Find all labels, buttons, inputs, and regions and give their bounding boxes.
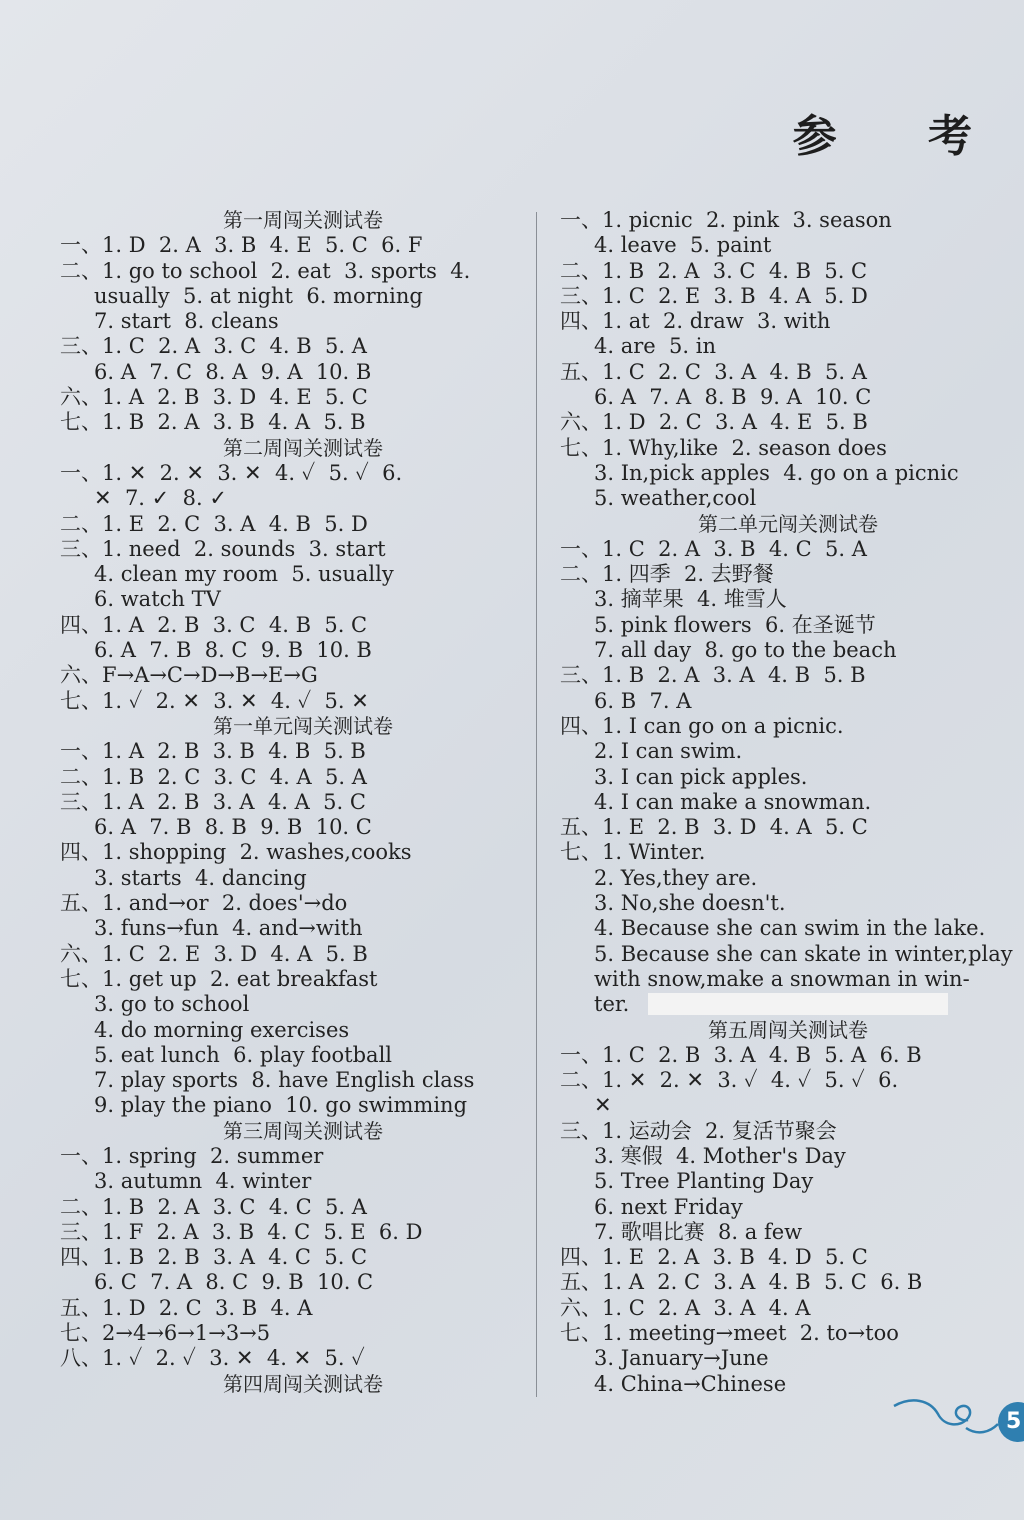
answer-line: 7. all day 8. go to the beach — [594, 638, 897, 663]
left-answer-column — [60, 208, 528, 1397]
answer-line: with snow,make a snowman in win- — [594, 966, 970, 991]
answer-line: 八、1. ✓ 2. ✓ 3. ✕ 4. ✕ 5. ✓ — [60, 1346, 365, 1371]
answer-line: 3. funs→fun 4. and→with — [94, 916, 363, 941]
answer-line: 一、1. D 2. A 3. B 4. E 5. C 6. F — [60, 233, 423, 258]
answer-line: 五、1. A 2. C 3. A 4. B 5. C 6. B — [560, 1270, 923, 1295]
answer-line: 二、1. ✕ 2. ✕ 3. ✓ 4. ✓ 5. ✓ 6. — [560, 1068, 899, 1093]
answer-line: 6. A 7. A 8. B 9. A 10. C — [594, 385, 872, 410]
section-heading: 第一周闯关测试卷 — [223, 208, 383, 232]
answer-line: 9. play the piano 10. go swimming — [94, 1093, 468, 1118]
answer-line: 七、1. Winter. — [560, 840, 706, 865]
answer-line: 七、1. ✓ 2. ✕ 3. ✕ 4. ✓ 5. ✕ — [60, 688, 369, 713]
answer-line: 6. next Friday — [594, 1194, 743, 1219]
answer-line: 四、1. I can go on a picnic. — [560, 713, 844, 738]
answer-line: 4. Because she can swim in the lake. — [594, 916, 986, 941]
answer-line: 7. play sports 8. have English class — [94, 1068, 475, 1093]
answer-line: 6. C 7. A 8. C 9. B 10. C — [94, 1270, 374, 1295]
section-heading: 第四周闯关测试卷 — [223, 1371, 383, 1396]
answer-line: 3. I can pick apples. — [594, 764, 808, 789]
answer-line: 七、2→4→6→1→3→5 — [60, 1321, 271, 1346]
answer-line: 三、1. A 2. B 3. A 4. A 5. C — [60, 789, 366, 814]
answer-line: 一、1. spring 2. summer — [60, 1143, 324, 1168]
answer-line: 三、1. B 2. A 3. A 4. B 5. B — [560, 663, 866, 688]
answer-line: 二、1. go to school 2. eat 3. sports 4. — [60, 258, 471, 283]
answer-line: 五、1. and→or 2. does'→do — [60, 891, 348, 916]
answer-line: 六、F→A→C→D→B→E→G — [60, 663, 318, 688]
answer-line: 7. 歌唱比赛 8. a few — [594, 1219, 803, 1244]
answer-line: 二、1. B 2. C 3. C 4. A 5. A — [60, 764, 367, 789]
answer-line: ✕ — [594, 1093, 612, 1118]
answer-line: 3. 摘苹果 4. 堆雪人 — [594, 587, 787, 612]
answer-line: 一、1. C 2. A 3. B 4. C 5. A — [560, 536, 867, 561]
answer-line: 4. clean my room 5. usually — [94, 562, 394, 587]
answer-line: 5. pink flowers 6. 在圣诞节 — [594, 612, 876, 637]
answer-line: 二、1. 四季 2. 去野餐 — [560, 562, 774, 587]
answer-line: 四、1. B 2. B 3. A 4. C 5. C — [60, 1245, 368, 1270]
redaction-patch — [648, 993, 948, 1015]
answer-line: 七、1. Why,like 2. season does — [560, 435, 887, 460]
answer-line: 3. January→June — [594, 1346, 769, 1371]
answer-line: 一、1. C 2. B 3. A 4. B 5. A 6. B — [560, 1042, 922, 1067]
answer-line: 5. weather,cool — [594, 486, 757, 511]
decorative-swirl-icon — [890, 1392, 1000, 1442]
answer-line: 5. Tree Planting Day — [594, 1169, 814, 1194]
answer-line: 6. A 7. C 8. A 9. A 10. B — [94, 359, 372, 384]
answer-line: 五、1. C 2. C 3. A 4. B 5. A — [560, 359, 867, 384]
right-answer-column — [560, 208, 1016, 1397]
answer-line: 二、1. B 2. A 3. C 4. C 5. A — [60, 1194, 367, 1219]
answer-line: 七、1. meeting→meet 2. to→too — [560, 1321, 899, 1346]
answer-line: 三、1. C 2. A 3. C 4. B 5. A — [60, 334, 367, 359]
answer-line: 一、1. A 2. B 3. B 4. B 5. B — [60, 739, 366, 764]
answer-line: 6. B 7. A — [594, 688, 692, 713]
answer-line: 3. go to school — [94, 992, 250, 1017]
answer-line: usually 5. at night 6. morning — [94, 283, 423, 308]
answer-line: 六、1. C 2. E 3. D 4. A 5. B — [60, 941, 368, 966]
answer-line: 七、1. B 2. A 3. B 4. A 5. B — [60, 410, 366, 435]
answer-line: 三、1. 运动会 2. 复活节聚会 — [560, 1118, 837, 1143]
answer-line: 三、1. need 2. sounds 3. start — [60, 536, 386, 561]
answer-line: ✕ 7. ✓ 8. ✓ — [94, 486, 227, 511]
section-heading: 第五周闯关测试卷 — [708, 1017, 868, 1042]
answer-line: 5. eat lunch 6. play football — [94, 1042, 392, 1067]
answer-line: 3. starts 4. dancing — [94, 865, 307, 890]
section-heading: 第三周闯关测试卷 — [223, 1118, 383, 1143]
answer-line: 4. leave 5. paint — [594, 233, 772, 258]
answer-line: 6. A 7. B 8. C 9. B 10. B — [94, 638, 372, 663]
answer-line: 5. Because she can skate in winter,play — [594, 941, 1013, 966]
answer-line: 三、1. F 2. A 3. B 4. C 5. E 6. D — [60, 1219, 423, 1244]
answer-line: 3. autumn 4. winter — [94, 1169, 312, 1194]
answer-line: 六、1. A 2. B 3. D 4. E 5. C — [60, 385, 368, 410]
answer-line: 二、1. E 2. C 3. A 4. B 5. D — [60, 511, 368, 536]
answer-line: 六、1. D 2. C 3. A 4. E 5. B — [560, 410, 868, 435]
page-title: 参 考 — [792, 111, 1010, 162]
column-divider — [536, 212, 537, 1397]
answer-line: 2. I can swim. — [594, 739, 743, 764]
page-number-badge: 5 — [998, 1402, 1024, 1442]
section-heading: 第二周闯关测试卷 — [223, 435, 383, 460]
answer-line: 4. are 5. in — [594, 334, 717, 359]
answer-line: 3. No,she doesn't. — [594, 891, 786, 916]
answer-line: 四、1. shopping 2. washes,cooks — [60, 840, 412, 865]
answer-line: 4. do morning exercises — [94, 1017, 350, 1042]
answer-line: 四、1. at 2. draw 3. with — [560, 309, 831, 334]
answer-line: 三、1. C 2. E 3. B 4. A 5. D — [560, 283, 868, 308]
answer-line: 3. In,pick apples 4. go on a picnic — [594, 460, 959, 485]
answer-line: 一、1. picnic 2. pink 3. season — [560, 208, 892, 232]
answer-line: 五、1. D 2. C 3. B 4. A — [60, 1295, 313, 1320]
answer-line: 4. I can make a snowman. — [594, 789, 872, 814]
answer-line: 4. China→Chinese — [594, 1371, 787, 1396]
answer-line: 3. 寒假 4. Mother's Day — [594, 1143, 846, 1168]
section-heading: 第一单元闯关测试卷 — [213, 713, 393, 738]
answer-line: 7. start 8. cleans — [94, 309, 279, 334]
answer-line: 四、1. A 2. B 3. C 4. B 5. C — [60, 612, 368, 637]
answer-line: 五、1. E 2. B 3. D 4. A 5. C — [560, 815, 868, 840]
answer-line: 四、1. E 2. A 3. B 4. D 5. C — [560, 1245, 868, 1270]
answer-line: 6. watch TV — [94, 587, 221, 612]
answer-line: 2. Yes,they are. — [594, 865, 758, 890]
section-heading: 第二单元闯关测试卷 — [698, 511, 878, 536]
answer-line: 二、1. B 2. A 3. C 4. B 5. C — [560, 258, 868, 283]
answer-line: 一、1. ✕ 2. ✕ 3. ✕ 4. ✓ 5. ✓ 6. — [60, 460, 403, 485]
answer-line: 6. A 7. B 8. B 9. B 10. C — [94, 815, 372, 840]
answer-line: 六、1. C 2. A 3. A 4. A — [560, 1295, 811, 1320]
answer-line: 七、1. get up 2. eat breakfast — [60, 966, 378, 991]
answer-line: ter. — [594, 992, 630, 1017]
